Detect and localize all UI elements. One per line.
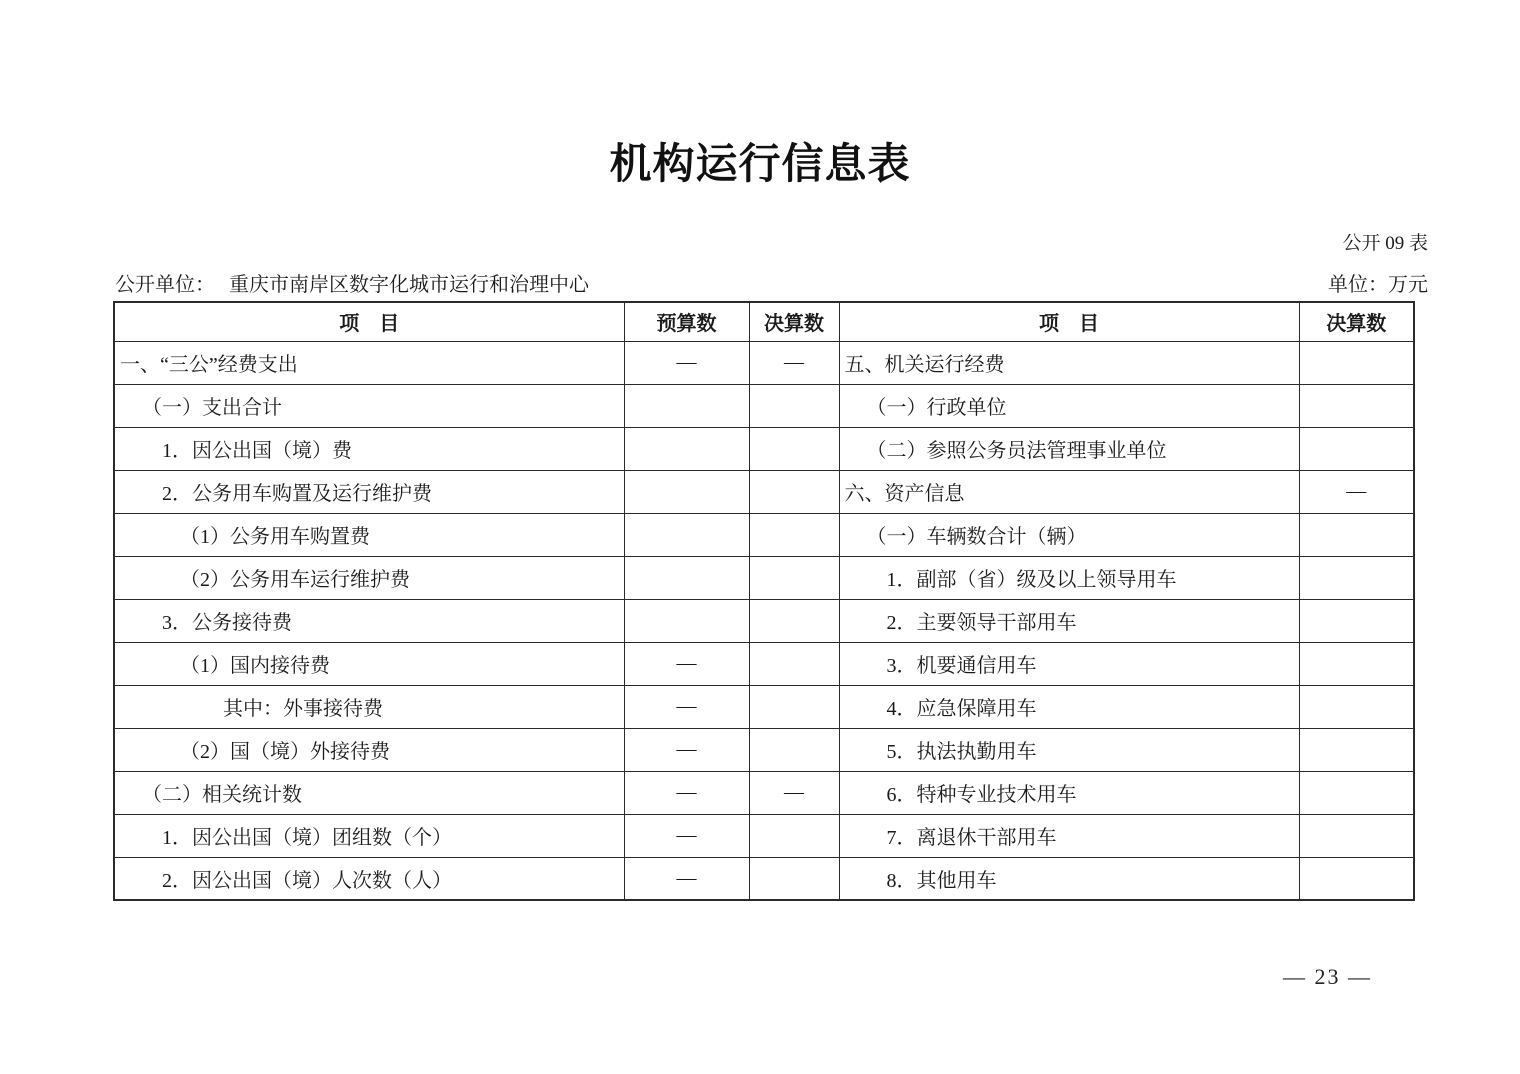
final-value-right bbox=[1299, 685, 1414, 728]
budget-value-left: — bbox=[624, 685, 749, 728]
table-row bbox=[114, 513, 1414, 556]
table-row bbox=[114, 728, 1414, 771]
item-label-right: 3．机要通信用车 bbox=[839, 642, 1299, 685]
final-value-left: — bbox=[749, 771, 839, 814]
item-label-right: 7．离退休干部用车 bbox=[839, 814, 1299, 857]
budget-value-left: — bbox=[624, 771, 749, 814]
table-row bbox=[114, 427, 1414, 470]
institution-operation-table bbox=[113, 301, 1415, 901]
final-value-left bbox=[749, 599, 839, 642]
item-label-left: 1．因公出国（境）团组数（个） bbox=[114, 814, 624, 857]
final-value-right bbox=[1299, 427, 1414, 470]
item-label-left: （1）国内接待费 bbox=[114, 642, 624, 685]
final-value-right bbox=[1299, 771, 1414, 814]
final-value-left bbox=[749, 642, 839, 685]
table-row bbox=[114, 470, 1414, 513]
item-label-right: 1．副部（省）级及以上领导用车 bbox=[839, 556, 1299, 599]
final-value-right bbox=[1299, 642, 1414, 685]
table-row bbox=[114, 814, 1414, 857]
item-label-left: 一、“三公”经费支出 bbox=[114, 341, 624, 384]
final-value-right bbox=[1299, 728, 1414, 771]
item-label-right: 五、机关运行经费 bbox=[839, 341, 1299, 384]
final-value-left bbox=[749, 427, 839, 470]
final-value-left bbox=[749, 728, 839, 771]
budget-value-left: — bbox=[624, 728, 749, 771]
budget-value-left bbox=[624, 470, 749, 513]
final-value-right bbox=[1299, 513, 1414, 556]
header-item-left: 项 目 bbox=[114, 302, 624, 341]
item-label-right: （二）参照公务员法管理事业单位 bbox=[839, 427, 1299, 470]
final-value-left bbox=[749, 814, 839, 857]
header-final-left: 决算数 bbox=[749, 302, 839, 341]
item-label-left: 1．因公出国（境）费 bbox=[114, 427, 624, 470]
page-title: 机构运行信息表 bbox=[609, 142, 911, 188]
final-value-right bbox=[1299, 556, 1414, 599]
header-item-right: 项 目 bbox=[839, 302, 1299, 341]
budget-value-left: — bbox=[624, 857, 749, 900]
final-value-right bbox=[1299, 384, 1414, 427]
final-value-right: — bbox=[1299, 470, 1414, 513]
budget-value-left: — bbox=[624, 814, 749, 857]
budget-value-left bbox=[624, 513, 749, 556]
final-value-right bbox=[1299, 857, 1414, 900]
currency-unit-note: 单位：万元 bbox=[1328, 274, 1428, 296]
publisher-label: 公开单位： bbox=[115, 274, 215, 296]
table-row bbox=[114, 685, 1414, 728]
final-value-left bbox=[749, 556, 839, 599]
item-label-left: 2．因公出国（境）人次数（人） bbox=[114, 857, 624, 900]
item-label-right: 6．特种专业技术用车 bbox=[839, 771, 1299, 814]
item-label-left: （一）支出合计 bbox=[114, 384, 624, 427]
header-budget-left: 预算数 bbox=[624, 302, 749, 341]
final-value-left bbox=[749, 857, 839, 900]
table-row bbox=[114, 599, 1414, 642]
item-label-right: （一）行政单位 bbox=[839, 384, 1299, 427]
final-value-left bbox=[749, 513, 839, 556]
form-number: 公开 09 表 bbox=[1342, 233, 1428, 254]
item-label-left: （2）公务用车运行维护费 bbox=[114, 556, 624, 599]
item-label-left: 3．公务接待费 bbox=[114, 599, 624, 642]
final-value-left bbox=[749, 384, 839, 427]
budget-value-left bbox=[624, 427, 749, 470]
publisher-name: 重庆市南岸区数字化城市运行和治理中心 bbox=[229, 274, 589, 296]
header-final-right: 决算数 bbox=[1299, 302, 1414, 341]
item-label-left: （1）公务用车购置费 bbox=[114, 513, 624, 556]
item-label-right: 4．应急保障用车 bbox=[839, 685, 1299, 728]
item-label-left: 其中：外事接待费 bbox=[114, 685, 624, 728]
item-label-right: （一）车辆数合计（辆） bbox=[839, 513, 1299, 556]
table-header-row bbox=[114, 302, 1414, 341]
item-label-left: （2）国（境）外接待费 bbox=[114, 728, 624, 771]
table-row bbox=[114, 384, 1414, 427]
budget-value-left bbox=[624, 599, 749, 642]
table-row bbox=[114, 642, 1414, 685]
publisher-line bbox=[115, 268, 589, 297]
final-value-right bbox=[1299, 599, 1414, 642]
item-label-left: （二）相关统计数 bbox=[114, 771, 624, 814]
budget-value-left: — bbox=[624, 341, 749, 384]
item-label-left: 2．公务用车购置及运行维护费 bbox=[114, 470, 624, 513]
item-label-right: 8．其他用车 bbox=[839, 857, 1299, 900]
budget-value-left bbox=[624, 556, 749, 599]
final-value-left bbox=[749, 685, 839, 728]
item-label-right: 5．执法执勤用车 bbox=[839, 728, 1299, 771]
table-row bbox=[114, 857, 1414, 900]
table-row bbox=[114, 556, 1414, 599]
budget-value-left bbox=[624, 384, 749, 427]
final-value-right bbox=[1299, 814, 1414, 857]
page-number: — 23 — bbox=[1283, 964, 1372, 989]
item-label-right: 六、资产信息 bbox=[839, 470, 1299, 513]
final-value-right bbox=[1299, 341, 1414, 384]
item-label-right: 2．主要领导干部用车 bbox=[839, 599, 1299, 642]
table-row bbox=[114, 341, 1414, 384]
table-row bbox=[114, 771, 1414, 814]
final-value-left bbox=[749, 470, 839, 513]
final-value-left: — bbox=[749, 341, 839, 384]
budget-value-left: — bbox=[624, 642, 749, 685]
